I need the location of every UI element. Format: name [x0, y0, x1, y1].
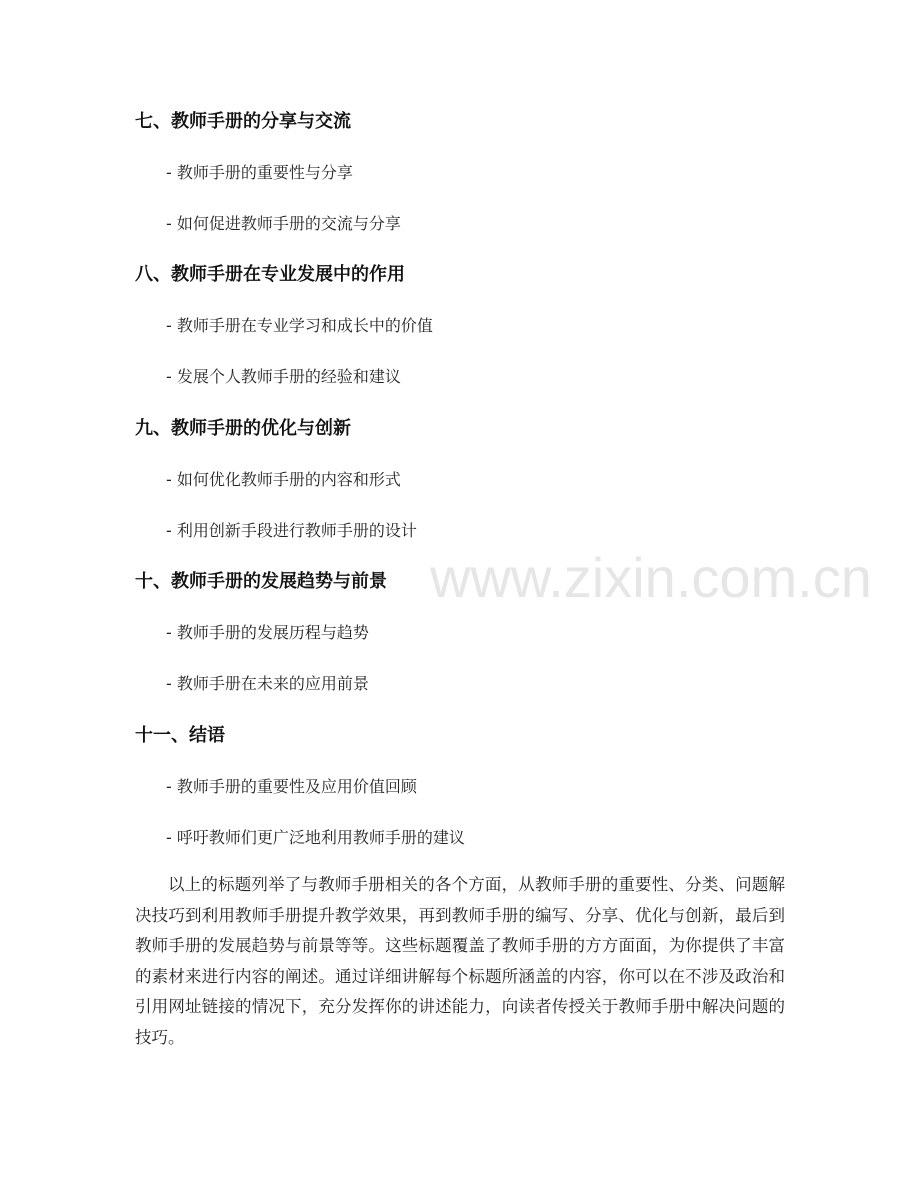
section-heading: 十、教师手册的发展趋势与前景: [135, 571, 387, 592]
section-list-item: - 呼吁教师们更广泛地利用教师手册的建议: [166, 828, 465, 847]
section-list-item: - 教师手册的重要性及应用价值回顾: [166, 777, 417, 796]
closing-paragraph: 以上的标题列举了与教师手册相关的各个方面，从教师手册的重要性、分类、问题解决技巧到利用教师手册提升教学效果，再到教师手册的编写、分享、优化与创新，最后到教师手册的发展趋势与前景等等。这些标题覆盖了教师手册的方方面面，为你提供了丰富的素材来进行内容的阐述。通过详细讲解每个标题所涵盖的内容，你可以在不涉及政治和引用网址链接的情况下，充分发挥你的讲述能力，向读者传授关于教师手册中解决问题的技巧。: [135, 875, 785, 1047]
section-list-item: - 教师手册的重要性与分享: [166, 163, 353, 182]
section-list-item: - 教师手册在未来的应用前景: [166, 674, 369, 693]
section-heading: 九、教师手册的优化与创新: [135, 418, 351, 439]
watermark-text: www.zixin.com.cn: [430, 546, 872, 609]
section-heading: 十一、结语: [135, 725, 225, 746]
section-heading: 七、教师手册的分享与交流: [135, 111, 351, 132]
section-list-item: - 教师手册在专业学习和成长中的价值: [166, 316, 433, 335]
section-list-item: - 利用创新手段进行教师手册的设计: [166, 521, 417, 540]
section-list-item: - 教师手册的发展历程与趋势: [166, 623, 369, 642]
section-list-item: - 如何优化教师手册的内容和形式: [166, 470, 401, 489]
section-list-item: - 发展个人教师手册的经验和建议: [166, 367, 401, 386]
section-heading: 八、教师手册在专业发展中的作用: [135, 264, 405, 285]
section-list-item: - 如何促进教师手册的交流与分享: [166, 214, 401, 233]
